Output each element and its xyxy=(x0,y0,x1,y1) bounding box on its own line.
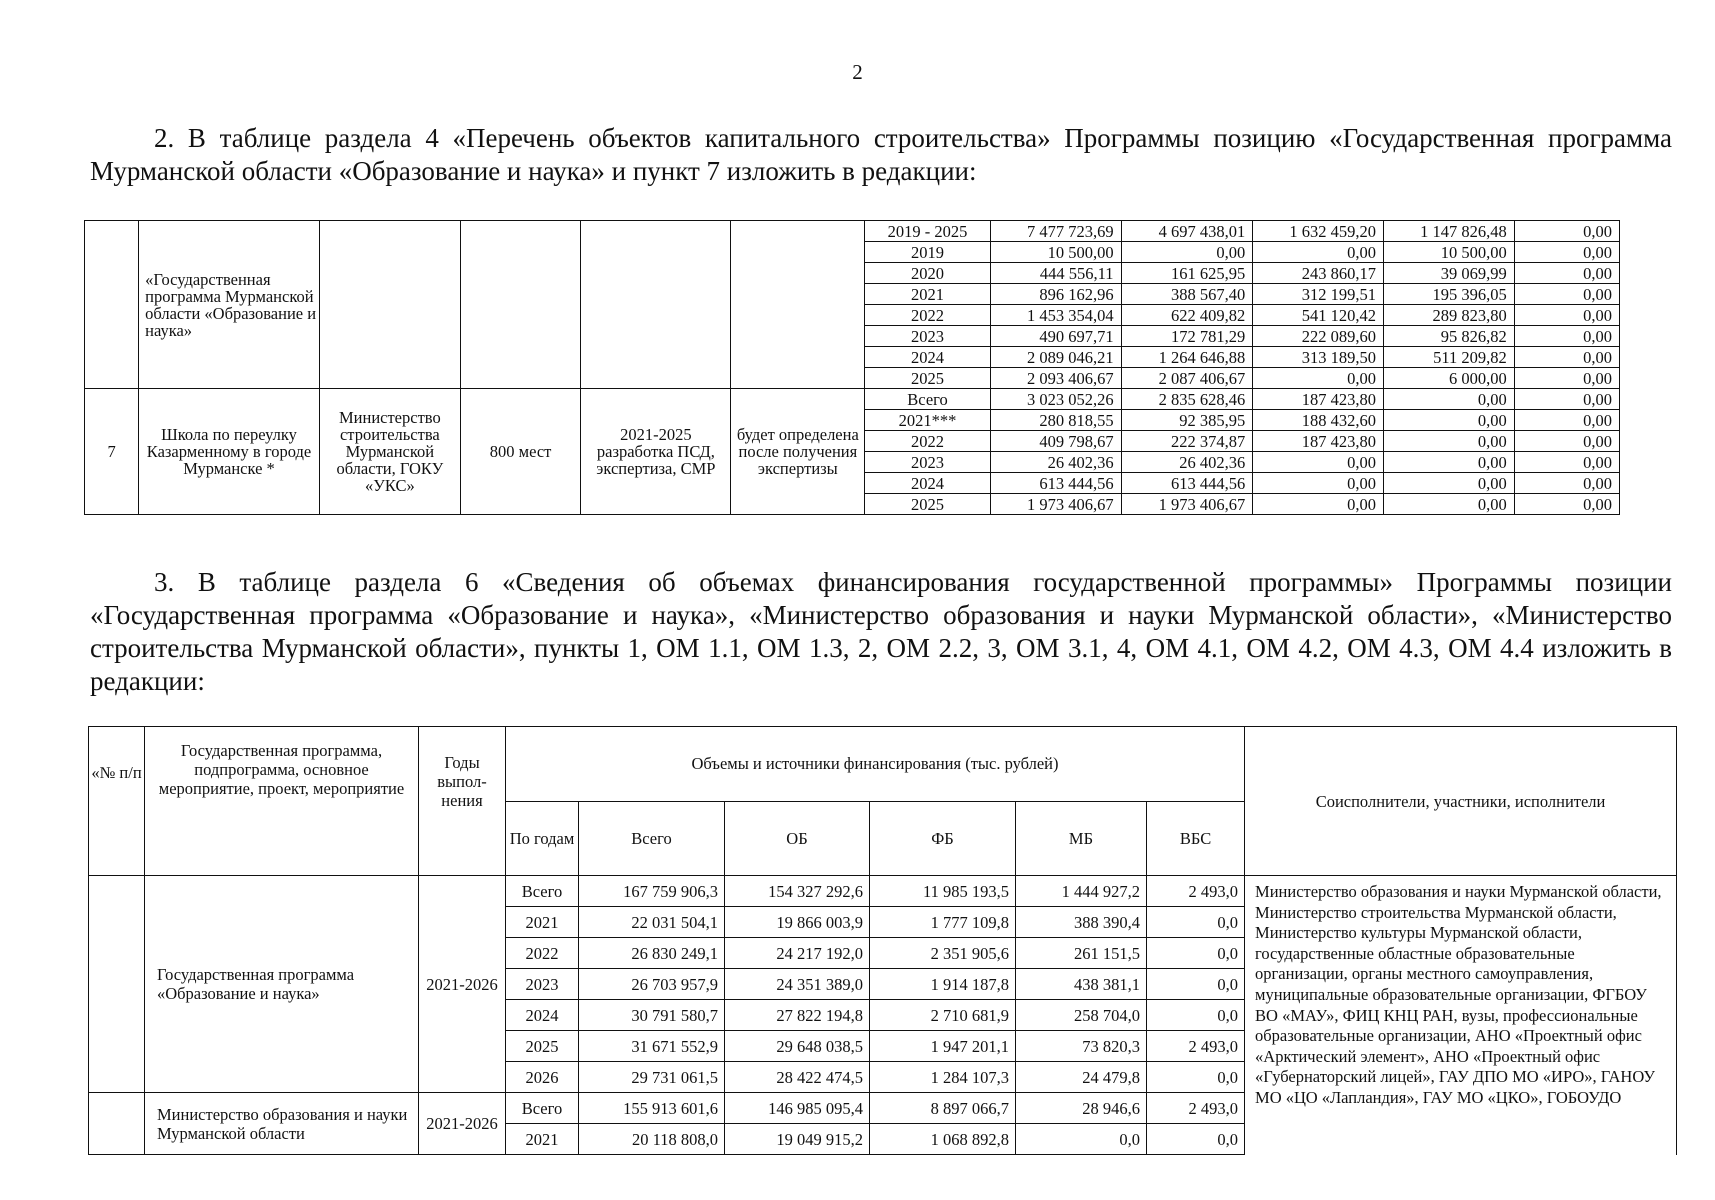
year-cell: 2025 xyxy=(865,494,991,515)
value-cell: 1 777 109,8 xyxy=(870,907,1016,938)
header-vbs: ВБС xyxy=(1147,801,1245,876)
value-cell: 2 093 406,67 xyxy=(990,368,1121,389)
num-cell xyxy=(85,221,139,389)
value-cell: 28 946,6 xyxy=(1016,1093,1147,1124)
value-cell: 29 731 061,5 xyxy=(579,1062,725,1093)
header-ob: ОБ xyxy=(725,801,870,876)
value-cell: 280 818,55 xyxy=(990,410,1121,431)
value-cell: 222 374,87 xyxy=(1121,431,1253,452)
value-cell: 154 327 292,6 xyxy=(725,876,870,907)
header-by-years: По годам xyxy=(506,801,579,876)
years-cell: 2021-2026 xyxy=(419,1093,506,1155)
cost-cell: будет определена после получения экспертизы xyxy=(731,389,865,515)
paragraph-3: 3. В таблице раздела 6 «Сведения об объемах финансирования государственной программы» Программы позиции «Государственная программа «Образование и наука», «Министерство образования и науки Мурманской области», «Министерство строительства Мурманской области», пункты 1, ОМ 1.1, ОМ 1.3, 2, ОМ 2.2, 3, ОМ 3.1, 4, ОМ 4.1, ОМ 4.2, ОМ 4.3, ОМ 4.4 изложить в редакции: xyxy=(90,567,1672,696)
value-cell: 1 973 406,67 xyxy=(1121,494,1253,515)
value-cell: 0,00 xyxy=(1514,305,1619,326)
value-cell: 0,00 xyxy=(1253,368,1384,389)
value-cell: 0,00 xyxy=(1253,473,1384,494)
value-cell: 1 632 459,20 xyxy=(1253,221,1384,242)
value-cell: 2 351 905,6 xyxy=(870,938,1016,969)
value-cell: 167 759 906,3 xyxy=(579,876,725,907)
value-cell: 26 402,36 xyxy=(990,452,1121,473)
value-cell: 195 396,05 xyxy=(1384,284,1515,305)
header-partners: Соисполнители, участники, исполнители xyxy=(1245,727,1677,876)
value-cell: 0,00 xyxy=(1514,263,1619,284)
year-cell: Всего xyxy=(865,389,991,410)
value-cell: 2 493,0 xyxy=(1147,1031,1245,1062)
customer-cell: Министерство строительства Мурманской области, ГОКУ «УКС» xyxy=(319,389,460,515)
value-cell: 0,00 xyxy=(1514,284,1619,305)
table-row xyxy=(85,221,1620,242)
value-cell: 24 351 389,0 xyxy=(725,969,870,1000)
value-cell: 26 402,36 xyxy=(1121,452,1253,473)
value-cell: 27 822 194,8 xyxy=(725,1000,870,1031)
value-cell: 0,0 xyxy=(1147,1000,1245,1031)
table-row xyxy=(85,389,1620,410)
empty-cell xyxy=(731,221,865,389)
year-cell: 2024 xyxy=(506,1000,579,1031)
value-cell: 20 118 808,0 xyxy=(579,1124,725,1155)
year-cell: 2024 xyxy=(865,347,991,368)
value-cell: 222 089,60 xyxy=(1253,326,1384,347)
value-cell: 161 625,95 xyxy=(1121,263,1253,284)
value-cell: 22 031 504,1 xyxy=(579,907,725,938)
value-cell: 0,00 xyxy=(1514,431,1619,452)
year-cell: 2026 xyxy=(506,1062,579,1093)
value-cell: 95 826,82 xyxy=(1384,326,1515,347)
empty-cell xyxy=(581,221,731,389)
value-cell: 0,00 xyxy=(1384,494,1515,515)
value-cell: 313 189,50 xyxy=(1253,347,1384,368)
period-cell: 2021-2025 разработка ПСД, экспертиза, СМР xyxy=(581,389,731,515)
year-cell: 2024 xyxy=(865,473,991,494)
year-cell: 2021 xyxy=(506,1124,579,1155)
value-cell: 388 390,4 xyxy=(1016,907,1147,938)
header-total: Всего xyxy=(579,801,725,876)
value-cell: 155 913 601,6 xyxy=(579,1093,725,1124)
header-volumes: Объемы и источники финансирования (тыс. рублей) xyxy=(506,727,1245,802)
item-num-cell: 7 xyxy=(85,389,139,515)
year-cell: 2023 xyxy=(865,452,991,473)
value-cell: 2 710 681,9 xyxy=(870,1000,1016,1031)
value-cell: 0,00 xyxy=(1384,431,1515,452)
year-cell: 2021 xyxy=(865,284,991,305)
value-cell: 444 556,11 xyxy=(990,263,1121,284)
value-cell: 0,0 xyxy=(1147,1124,1245,1155)
page-number: 2 xyxy=(852,60,863,84)
value-cell: 0,00 xyxy=(1384,452,1515,473)
value-cell: 1 444 927,2 xyxy=(1016,876,1147,907)
value-cell: 92 385,95 xyxy=(1121,410,1253,431)
value-cell: 28 422 474,5 xyxy=(725,1062,870,1093)
value-cell: 0,0 xyxy=(1147,969,1245,1000)
value-cell: 2 087 406,67 xyxy=(1121,368,1253,389)
paragraph-2: 2. В таблице раздела 4 «Перечень объектов капитального строительства» Программы позицию «Государственная программа Мурманской области «Образование и наука» и пункт 7 изложить в редакции: xyxy=(90,123,1672,186)
years-cell: 2021-2026 xyxy=(419,876,506,1093)
value-cell: 1 068 892,8 xyxy=(870,1124,1016,1155)
value-cell: 1 453 354,04 xyxy=(990,305,1121,326)
value-cell: 511 209,82 xyxy=(1384,347,1515,368)
value-cell: 146 985 095,4 xyxy=(725,1093,870,1124)
value-cell: 4 697 438,01 xyxy=(1121,221,1253,242)
value-cell: 2 493,0 xyxy=(1147,1093,1245,1124)
value-cell: 11 985 193,5 xyxy=(870,876,1016,907)
value-cell: 187 423,80 xyxy=(1253,431,1384,452)
value-cell: 243 860,17 xyxy=(1253,263,1384,284)
value-cell: 1 947 201,1 xyxy=(870,1031,1016,1062)
value-cell: 2 835 628,46 xyxy=(1121,389,1253,410)
value-cell: 0,00 xyxy=(1514,452,1619,473)
header-num: «№ п/п xyxy=(89,727,145,876)
value-cell: 188 432,60 xyxy=(1253,410,1384,431)
value-cell: 409 798,67 xyxy=(990,431,1121,452)
year-cell: 2023 xyxy=(865,326,991,347)
value-cell: 187 423,80 xyxy=(1253,389,1384,410)
value-cell: 1 914 187,8 xyxy=(870,969,1016,1000)
value-cell: 1 973 406,67 xyxy=(990,494,1121,515)
value-cell: 19 049 915,2 xyxy=(725,1124,870,1155)
value-cell: 0,00 xyxy=(1514,242,1619,263)
value-cell: 0,00 xyxy=(1514,410,1619,431)
value-cell: 613 444,56 xyxy=(1121,473,1253,494)
year-cell: 2022 xyxy=(865,305,991,326)
table-row xyxy=(89,876,1677,907)
value-cell: 6 000,00 xyxy=(1384,368,1515,389)
year-cell: 2019 - 2025 xyxy=(865,221,991,242)
value-cell: 0,00 xyxy=(1253,452,1384,473)
value-cell: 312 199,51 xyxy=(1253,284,1384,305)
ministry-name-cell: Министерство образования и науки Мурманской области xyxy=(145,1093,419,1155)
value-cell: 896 162,96 xyxy=(990,284,1121,305)
value-cell: 2 493,0 xyxy=(1147,876,1245,907)
year-cell: Всего xyxy=(506,876,579,907)
value-cell: 24 479,8 xyxy=(1016,1062,1147,1093)
value-cell: 0,00 xyxy=(1384,473,1515,494)
value-cell: 258 704,0 xyxy=(1016,1000,1147,1031)
value-cell: 0,0 xyxy=(1147,1062,1245,1093)
value-cell: 0,00 xyxy=(1514,221,1619,242)
value-cell: 7 477 723,69 xyxy=(990,221,1121,242)
value-cell: 490 697,71 xyxy=(990,326,1121,347)
header-years: Годы выпол-нения xyxy=(419,727,506,876)
program-name-cell: Государственная программа «Образование и наука» xyxy=(145,876,419,1093)
empty-cell xyxy=(460,221,581,389)
year-cell: 2021 xyxy=(506,907,579,938)
value-cell: 3 023 052,26 xyxy=(990,389,1121,410)
value-cell: 24 217 192,0 xyxy=(725,938,870,969)
value-cell: 73 820,3 xyxy=(1016,1031,1147,1062)
year-cell: 2019 xyxy=(865,242,991,263)
year-cell: 2022 xyxy=(506,938,579,969)
value-cell: 0,00 xyxy=(1514,473,1619,494)
year-cell: 2020 xyxy=(865,263,991,284)
header-fb: ФБ xyxy=(870,801,1016,876)
capacity-cell: 800 мест xyxy=(460,389,581,515)
value-cell: 29 648 038,5 xyxy=(725,1031,870,1062)
object-name-cell: Школа по переулку Казарменному в городе Мурманске * xyxy=(139,389,320,515)
value-cell: 0,00 xyxy=(1514,389,1619,410)
value-cell: 0,0 xyxy=(1147,907,1245,938)
value-cell: 0,0 xyxy=(1147,938,1245,969)
value-cell: 19 866 003,9 xyxy=(725,907,870,938)
value-cell: 0,00 xyxy=(1514,368,1619,389)
value-cell: 0,00 xyxy=(1253,242,1384,263)
value-cell: 30 791 580,7 xyxy=(579,1000,725,1031)
value-cell: 172 781,29 xyxy=(1121,326,1253,347)
partners-cell: Министерство образования и науки Мурманской области, Министерство строительства Мурманской области, Министерство культуры Мурманской области, государственные областные образовательные организации, органы местного самоуправления, муниципальные образовательные организации, ФГБОУ ВО «МАУ», ФИЦ КНЦ РАН, вузы, профессиональные образовательные организации, АНО «Проектный офис «Арктический элемент», АНО «Проектный офис «Губернаторский лицей», ГАУ ДПО МО «ИРО», ГАНОУ МО «ЦО «Лапландия», ГАУ МО «ЦКО», ГОБОУДО xyxy=(1245,876,1677,1155)
value-cell: 0,00 xyxy=(1384,410,1515,431)
value-cell: 1 284 107,3 xyxy=(870,1062,1016,1093)
value-cell: 1 147 826,48 xyxy=(1384,221,1515,242)
value-cell: 1 264 646,88 xyxy=(1121,347,1253,368)
year-cell: 2021*** xyxy=(865,410,991,431)
value-cell: 388 567,40 xyxy=(1121,284,1253,305)
value-cell: 0,0 xyxy=(1016,1124,1147,1155)
value-cell: 0,00 xyxy=(1121,242,1253,263)
year-cell: 2025 xyxy=(865,368,991,389)
year-cell: Всего xyxy=(506,1093,579,1124)
empty-cell xyxy=(319,221,460,389)
num-cell xyxy=(89,876,145,1093)
year-cell: 2023 xyxy=(506,969,579,1000)
header-mb: МБ xyxy=(1016,801,1147,876)
year-cell: 2022 xyxy=(865,431,991,452)
value-cell: 0,00 xyxy=(1514,494,1619,515)
value-cell: 31 671 552,9 xyxy=(579,1031,725,1062)
value-cell: 39 069,99 xyxy=(1384,263,1515,284)
value-cell: 438 381,1 xyxy=(1016,969,1147,1000)
program-name-cell: «Государственная программа Мурманской области «Образование и наука» xyxy=(139,221,320,389)
value-cell: 0,00 xyxy=(1514,347,1619,368)
value-cell: 0,00 xyxy=(1514,326,1619,347)
financing-table xyxy=(88,726,1677,1155)
header-program: Государственная программа, подпрограмма, основное мероприятие, проект, мероприятие xyxy=(145,727,419,876)
num-cell xyxy=(89,1093,145,1155)
value-cell: 10 500,00 xyxy=(990,242,1121,263)
value-cell: 8 897 066,7 xyxy=(870,1093,1016,1124)
value-cell: 261 151,5 xyxy=(1016,938,1147,969)
value-cell: 26 830 249,1 xyxy=(579,938,725,969)
year-cell: 2025 xyxy=(506,1031,579,1062)
value-cell: 0,00 xyxy=(1253,494,1384,515)
value-cell: 541 120,42 xyxy=(1253,305,1384,326)
capital-construction-table xyxy=(84,220,1620,515)
value-cell: 26 703 957,9 xyxy=(579,969,725,1000)
value-cell: 10 500,00 xyxy=(1384,242,1515,263)
value-cell: 622 409,82 xyxy=(1121,305,1253,326)
value-cell: 289 823,80 xyxy=(1384,305,1515,326)
value-cell: 2 089 046,21 xyxy=(990,347,1121,368)
value-cell: 613 444,56 xyxy=(990,473,1121,494)
value-cell: 0,00 xyxy=(1384,389,1515,410)
